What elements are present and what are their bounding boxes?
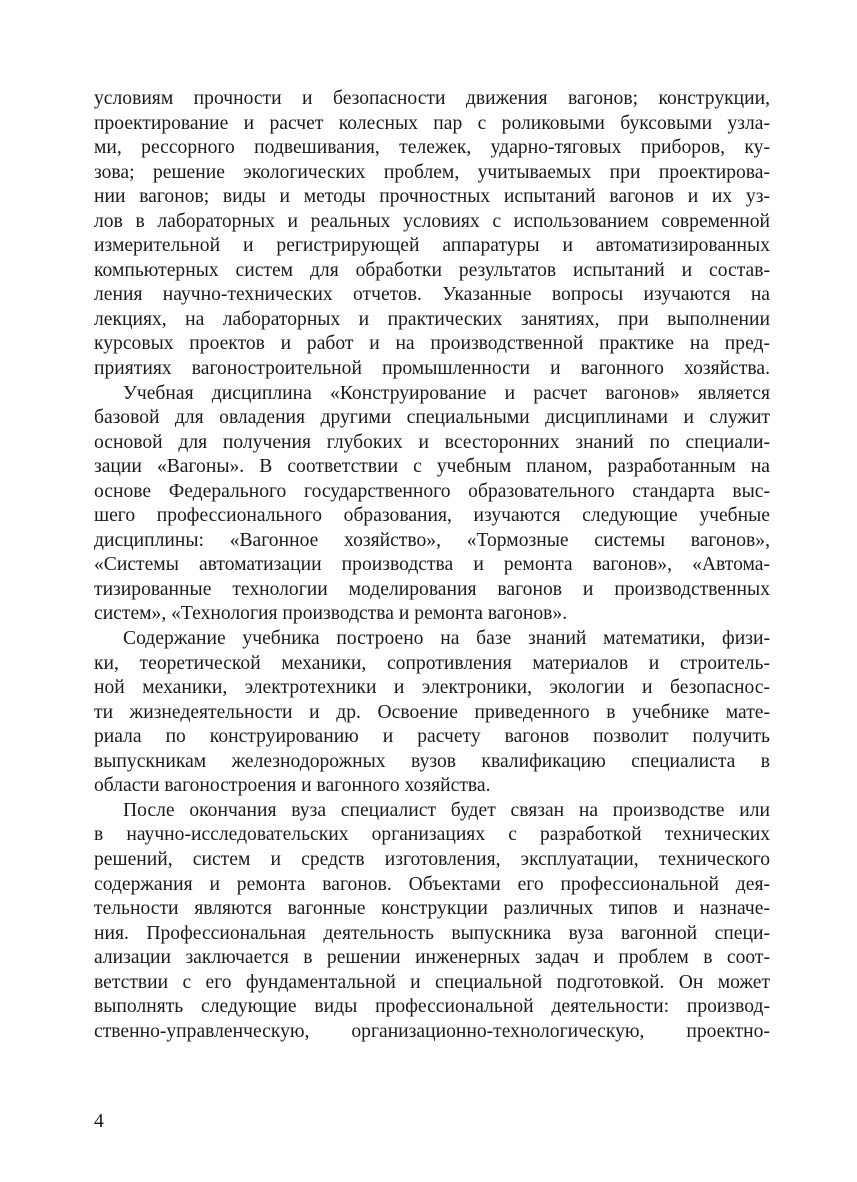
text-line: содержания и ремонта вагонов. Объектами его профессиональной дея- <box>94 873 770 895</box>
text-line: лов в лабораторных и реальных условиях с использованием современной <box>94 210 770 232</box>
text-line: ственно-управленческую, организационно-технологическую, проектно- <box>94 1020 770 1042</box>
text-line: ния. Профессиональная деятельность выпускника вуза вагонной специ- <box>94 922 770 944</box>
paragraph <box>94 382 770 627</box>
text-line: лекциях, на лабораторных и практических занятиях, при выполнении <box>94 308 770 330</box>
text-line: приятиях вагоностроительной промышленности и вагонного хозяйства. <box>94 358 770 380</box>
text-line: условиям прочности и безопасности движения вагонов; конструкции, <box>94 88 770 109</box>
text-line: в научно-исследовательских организациях с разработкой технических <box>94 824 770 846</box>
text-line: Учебная дисциплина «Конструирование и расчет вагонов» является <box>123 382 770 404</box>
text-line: выполнять следующие виды профессиональной деятельности: производ- <box>94 996 770 1018</box>
text-line: шего профессионального образования, изучаются следующие учебные <box>94 505 770 527</box>
text-line: «Системы автоматизации производства и ремонта вагонов», «Автома- <box>94 554 770 576</box>
text-line: После окончания вуза специалист будет связан на производстве или <box>123 799 770 821</box>
text-line: ления научно-технических отчетов. Указанные вопросы изучаются на <box>94 284 770 306</box>
text-line: систем», «Технология производства и ремонта вагонов». <box>94 603 568 625</box>
paragraph <box>94 627 770 799</box>
text-line: проектирование и расчет колесных пар с роликовыми буксовыми узла- <box>94 112 770 134</box>
text-line: тизированные технологии моделирования вагонов и производственных <box>94 578 770 600</box>
text-line: ализации заключается в решении инженерных задач и проблем в соот- <box>94 947 770 969</box>
text-line: области вагоностроения и вагонного хозяйства. <box>94 775 491 797</box>
text-line: нии вагонов; виды и методы прочностных испытаний вагонов и их уз- <box>94 186 770 208</box>
text-line: зации «Вагоны». В соответствии с учебным планом, разработанным на <box>94 456 770 478</box>
text-line: базовой для овладения другими специальными дисциплинами и служит <box>94 407 770 429</box>
text-line: компьютерных систем для обработки результатов испытаний и состав- <box>94 259 770 281</box>
text-line: измерительной и регистрирующей аппаратуры и автоматизированных <box>94 235 770 257</box>
text-line: ки, теоретической механики, сопротивления материалов и строитель- <box>94 652 770 674</box>
page-body <box>94 87 770 1044</box>
text-line: Содержание учебника построено на базе знаний математики, физи- <box>123 628 770 650</box>
text-line: основой для получения глубоких и всесторонних знаний по специали- <box>94 431 770 453</box>
text-line: ми, рессорного подвешивания, тележек, ударно-тяговых приборов, ку- <box>94 137 770 159</box>
text-line: решений, систем и средств изготовления, эксплуатации, технического <box>94 848 770 870</box>
text-line: курсовых проектов и работ и на производственной практике на пред- <box>94 333 770 355</box>
text-line: тельности являются вагонные конструкции различных типов и назначе- <box>94 898 770 920</box>
paragraph <box>94 87 770 382</box>
text-line: ти жизнедеятельности и др. Освоение приведенного в учебнике мате- <box>94 701 770 723</box>
text-line: ной механики, электротехники и электроники, экологии и безопаснос- <box>94 677 770 699</box>
text-line: дисциплины: «Вагонное хозяйство», «Тормозные системы вагонов», <box>94 529 770 551</box>
paragraph <box>94 799 770 1044</box>
text-line: зова; решение экологических проблем, учитываемых при проектирова- <box>94 161 770 183</box>
text-line: выпускникам железнодорожных вузов квалификацию специалиста в <box>94 750 770 772</box>
page-number: 4 <box>94 1111 104 1132</box>
text-line: основе Федерального государственного образовательного стандарта выс- <box>94 480 770 502</box>
text-line: ветствии с его фундаментальной и специальной подготовкой. Он может <box>94 971 770 993</box>
text-line: риала по конструированию и расчету вагонов позволит получить <box>94 726 770 748</box>
